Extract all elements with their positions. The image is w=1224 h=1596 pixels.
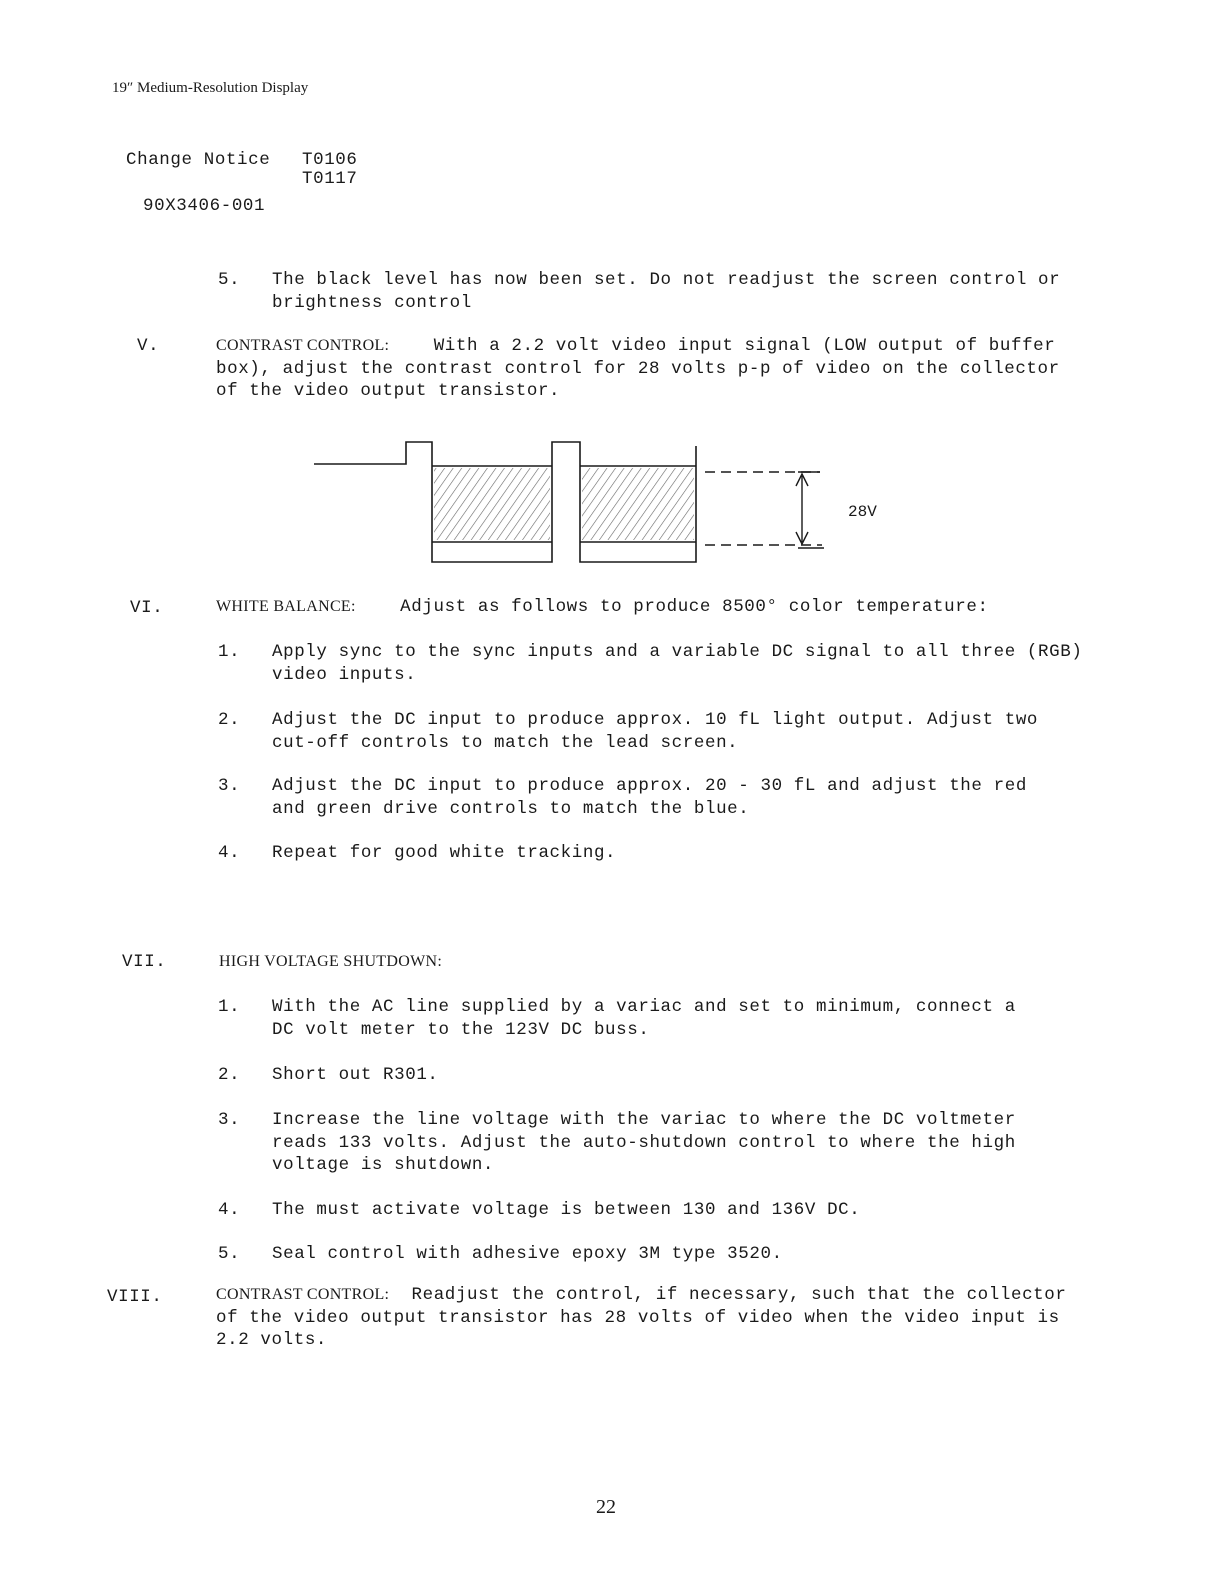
list-item-number: 1. bbox=[218, 997, 241, 1017]
list-item-text: Adjust the DC input to produce approx. 10 fL light output. Adjust two cut-off controls to match the lead screen. bbox=[272, 710, 1039, 753]
change-notice-label: Change Notice bbox=[126, 150, 271, 170]
amplitude-dimension bbox=[705, 472, 824, 548]
list-item-text: The must activate voltage is between 130 and 136V DC. bbox=[272, 1200, 861, 1220]
step-number: 5. bbox=[218, 270, 241, 290]
list-item-text: Short out R301. bbox=[272, 1065, 439, 1085]
change-notice-code: T0117 bbox=[302, 169, 358, 189]
list-item-text: Increase the line voltage with the variac to where the DC voltmeter reads 133 volts. Adjust the auto-shutdown control to where the high voltage is shutdown. bbox=[272, 1110, 1016, 1175]
page-number: 22 bbox=[596, 1496, 616, 1518]
section-numeral: VII. bbox=[122, 952, 167, 972]
amplitude-label: 28V bbox=[848, 503, 877, 521]
list-item-number: 4. bbox=[218, 1200, 241, 1220]
video-block-left bbox=[434, 468, 550, 540]
video-waveform-figure bbox=[300, 430, 877, 580]
step-text: The black level has now been set. Do not readjust the screen control or brightness control bbox=[272, 270, 1061, 313]
list-item-text: Seal control with adhesive epoxy 3M type 3520. bbox=[272, 1244, 783, 1264]
list-item-number: 2. bbox=[218, 710, 241, 730]
list-item-text: Repeat for good white tracking. bbox=[272, 843, 617, 863]
list-item-number: 4. bbox=[218, 843, 241, 863]
running-header: 19″ Medium-Resolution Display bbox=[112, 80, 309, 96]
part-number: 90X3406-001 bbox=[143, 196, 266, 216]
section-text: Readjust the control, if necessary, such that the collector of the video output transistor has 28 volts of video when the video input is 2.2 volts. bbox=[216, 1285, 1067, 1350]
section-numeral: V. bbox=[137, 336, 160, 356]
section-v-paragraph bbox=[216, 335, 1066, 403]
section-text: With a 2.2 volt video input signal (LOW output of buffer box), adjust the contrast control for 28 volts p-p of video on the collector of the video output transistor. bbox=[216, 336, 1060, 401]
list-item-number: 5. bbox=[218, 1244, 241, 1264]
section-title: CONTRAST CONTROL: bbox=[216, 337, 390, 354]
section-vi-heading bbox=[216, 597, 989, 617]
section-title: CONTRAST CONTROL: bbox=[216, 1286, 390, 1303]
change-notice-code: T0106 bbox=[302, 150, 358, 170]
list-item-text: With the AC line supplied by a variac and set to minimum, connect a DC volt meter to the 123V DC buss. bbox=[272, 997, 1016, 1040]
section-title: HIGH VOLTAGE SHUTDOWN: bbox=[219, 953, 443, 970]
list-item-text: Adjust the DC input to produce approx. 20 - 30 fL and adjust the red and green drive controls to match the blue. bbox=[272, 776, 1027, 819]
section-title: WHITE BALANCE: bbox=[216, 598, 356, 615]
section-vii-heading bbox=[219, 952, 442, 972]
section-viii-paragraph bbox=[216, 1284, 1086, 1352]
list-item-number: 3. bbox=[218, 1110, 241, 1130]
list-item-number: 1. bbox=[218, 642, 241, 662]
section-numeral: VI. bbox=[130, 598, 164, 618]
list-item-text: Apply sync to the sync inputs and a variable DC signal to all three (RGB) video inputs. bbox=[272, 642, 1083, 685]
list-item-number: 2. bbox=[218, 1065, 241, 1085]
video-block-right bbox=[582, 468, 694, 540]
list-item-number: 3. bbox=[218, 776, 241, 796]
section-numeral: VIII. bbox=[107, 1287, 163, 1307]
section-intro: Adjust as follows to produce 8500° color temperature: bbox=[400, 597, 989, 617]
